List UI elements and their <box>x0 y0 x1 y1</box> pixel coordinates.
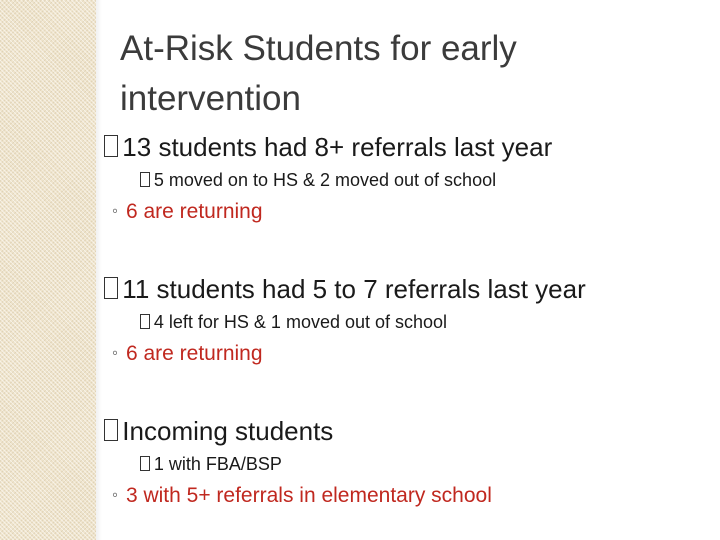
square-bullet-icon <box>104 419 118 441</box>
slide-title: At-Risk Students for early intervention <box>120 29 517 118</box>
section-1-heading-text: 13 students had 8+ referrals last year <box>122 132 553 162</box>
square-bullet-icon <box>140 456 150 471</box>
panel-edge-shadow <box>96 0 102 540</box>
square-bullet-icon <box>104 277 118 299</box>
section-2-subpoint-text: 4 left for HS & 1 moved out of school <box>153 312 448 332</box>
section-2-heading <box>104 274 586 305</box>
section-3-subpoint-text: 1 with FBA/BSP <box>153 454 282 474</box>
section-1-subpoint <box>140 170 496 191</box>
square-bullet-icon <box>140 172 150 187</box>
circle-bullet-icon: ◦ <box>112 343 118 363</box>
circle-bullet-icon: ◦ <box>112 485 118 505</box>
section-1-note-text: 6 are returning <box>125 200 263 223</box>
section-1-note <box>112 200 263 224</box>
section-3-subpoint <box>140 454 282 475</box>
section-2-heading-text: 11 students had 5 to 7 referrals last year <box>122 274 586 304</box>
section-3-note-text: 3 with 5+ referrals in elementary school <box>125 484 492 507</box>
section-3-heading <box>104 416 333 447</box>
section-3-heading-text: Incoming students <box>122 416 334 446</box>
section-2-note <box>112 342 263 366</box>
side-texture-band <box>0 0 96 540</box>
section-3-note <box>112 484 492 508</box>
section-2-subpoint <box>140 312 447 333</box>
section-1-subpoint-text: 5 moved on to HS & 2 moved out of school <box>153 170 497 190</box>
square-bullet-icon <box>140 314 150 329</box>
section-1-heading <box>104 132 552 163</box>
circle-bullet-icon: ◦ <box>112 201 118 221</box>
section-2-note-text: 6 are returning <box>125 342 263 365</box>
square-bullet-icon <box>104 135 118 157</box>
